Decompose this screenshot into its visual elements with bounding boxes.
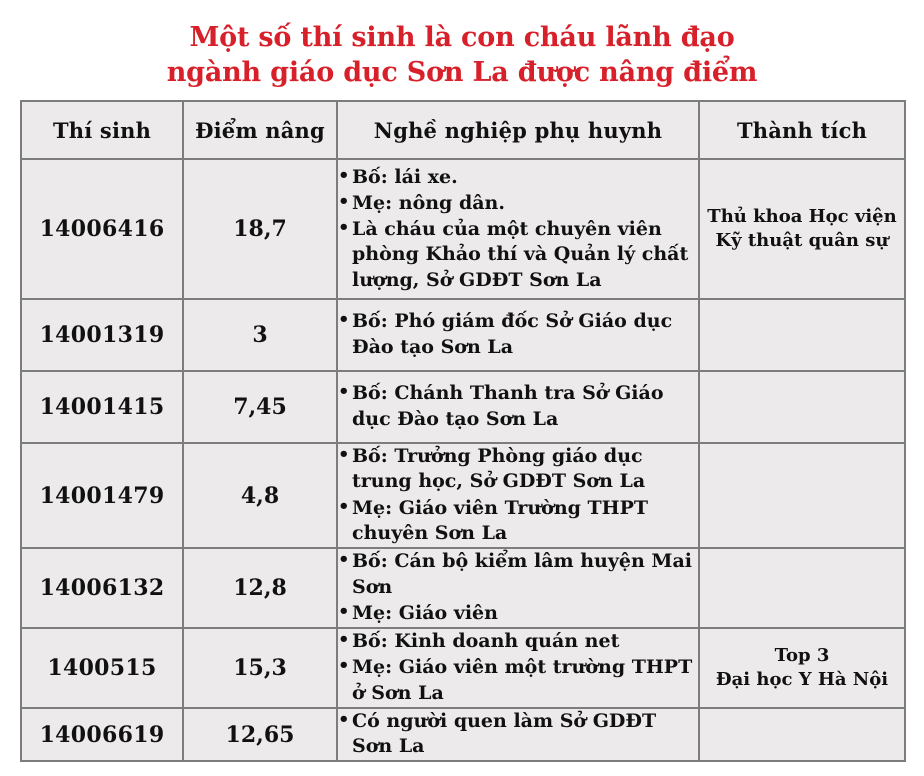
bullet-item xyxy=(338,496,698,547)
bullet-text: • Mẹ: nông dân. xyxy=(352,191,505,214)
cell-achievement xyxy=(699,708,905,762)
bullet-text: • Bố: Kinh doanh quán net xyxy=(352,630,620,653)
cell-achievement xyxy=(699,371,905,443)
bullet-item xyxy=(338,601,698,626)
table-row xyxy=(21,159,905,299)
table-row xyxy=(21,708,905,762)
bullet-text: • Bố: Trưởng Phòng giáo dục trung học, Sở GDĐT Sơn La xyxy=(352,445,646,493)
achievement-line: Đại học Y Hà Nội xyxy=(715,668,889,690)
bullet-text: • Bố: lái xe. xyxy=(352,165,458,188)
bullet-list xyxy=(338,549,698,626)
bullet-text: • Bố: Cán bộ kiểm lâm huyện Mai Sơn xyxy=(352,550,692,598)
bullet-list xyxy=(338,629,698,706)
bullet-item xyxy=(338,217,698,293)
bullet-item xyxy=(338,191,698,216)
cell-parent-occupation xyxy=(337,159,699,299)
cell-parent-occupation xyxy=(337,443,699,548)
cell-score-raised: 3 xyxy=(183,299,337,371)
cell-candidate-id: 14006132 xyxy=(21,548,183,628)
cell-candidate-id: 14001319 xyxy=(21,299,183,371)
bullet-item xyxy=(338,381,698,432)
cell-parent-occupation xyxy=(337,708,699,762)
cell-score-raised: 4,8 xyxy=(183,443,337,548)
bullet-item xyxy=(338,444,698,495)
table-row xyxy=(21,548,905,628)
bullet-item xyxy=(338,655,698,706)
bullet-item xyxy=(338,165,698,190)
bullet-text: • Là cháu của một chuyên viên phòng Khảo thí và Quản lý chất lượng, Sở GDĐT Sơn La xyxy=(352,218,689,291)
bullet-item xyxy=(338,629,698,654)
cell-candidate-id: 1400515 xyxy=(21,628,183,708)
cell-parent-occupation xyxy=(337,371,699,443)
bullet-text: • Có người quen làm Sở GDĐT Sơn La xyxy=(352,709,657,758)
cell-candidate-id: 14006416 xyxy=(21,159,183,299)
cell-candidate-id: 14001415 xyxy=(21,371,183,443)
achievement-line: Thủ khoa Học viện xyxy=(707,205,897,227)
bullet-text: • Mẹ: Giáo viên Trường THPT chuyên Sơn La xyxy=(352,496,649,544)
table-header-row xyxy=(21,101,905,159)
title-line-1: Một số thí sinh là con cháu lãnh đạo xyxy=(189,22,735,53)
cell-achievement xyxy=(699,299,905,371)
bullet-item xyxy=(338,709,698,760)
bullet-text: • Bố: Phó giám đốc Sở Giáo dục Đào tạo Sơn La xyxy=(352,310,673,358)
score-table xyxy=(20,100,906,762)
cell-score-raised: 15,3 xyxy=(183,628,337,708)
table-row xyxy=(21,628,905,708)
table-row xyxy=(21,299,905,371)
cell-score-raised: 18,7 xyxy=(183,159,337,299)
bullet-list xyxy=(338,444,698,546)
column-header-parent-occupation: Nghề nghiệp phụ huynh xyxy=(337,101,699,159)
cell-parent-occupation xyxy=(337,548,699,628)
bullet-item xyxy=(338,309,698,360)
achievement-line: Top 3 xyxy=(774,644,830,666)
bullet-list xyxy=(338,381,698,432)
bullet-text: • Mẹ: Giáo viên xyxy=(352,601,498,624)
cell-achievement xyxy=(699,628,905,708)
cell-achievement xyxy=(699,159,905,299)
cell-achievement xyxy=(699,548,905,628)
cell-parent-occupation xyxy=(337,628,699,708)
cell-score-raised: 12,8 xyxy=(183,548,337,628)
cell-parent-occupation xyxy=(337,299,699,371)
table-body xyxy=(21,159,905,761)
table-header xyxy=(21,101,905,159)
cell-candidate-id: 14001479 xyxy=(21,443,183,548)
bullet-text: • Bố: Chánh Thanh tra Sở Giáo dục Đào tạo Sơn La xyxy=(352,382,664,430)
column-header-score-raised: Điểm nâng xyxy=(183,101,337,159)
achievement-line: Kỹ thuật quân sự xyxy=(715,230,889,252)
column-header-achievement: Thành tích xyxy=(699,101,905,159)
bullet-item xyxy=(338,549,698,600)
column-header-candidate: Thí sinh xyxy=(21,101,183,159)
bullet-list xyxy=(338,709,698,760)
table-row xyxy=(21,443,905,548)
title-line-2: ngành giáo dục Sơn La được nâng điểm xyxy=(166,57,758,89)
page-title xyxy=(20,16,904,100)
cell-achievement xyxy=(699,443,905,548)
cell-score-raised: 12,65 xyxy=(183,708,337,762)
table-row xyxy=(21,371,905,443)
cell-candidate-id: 14006619 xyxy=(21,708,183,762)
bullet-list xyxy=(338,165,698,293)
cell-score-raised: 7,45 xyxy=(183,371,337,443)
bullet-text: • Mẹ: Giáo viên một trường THPT ở Sơn La xyxy=(352,656,693,704)
bullet-list xyxy=(338,309,698,360)
